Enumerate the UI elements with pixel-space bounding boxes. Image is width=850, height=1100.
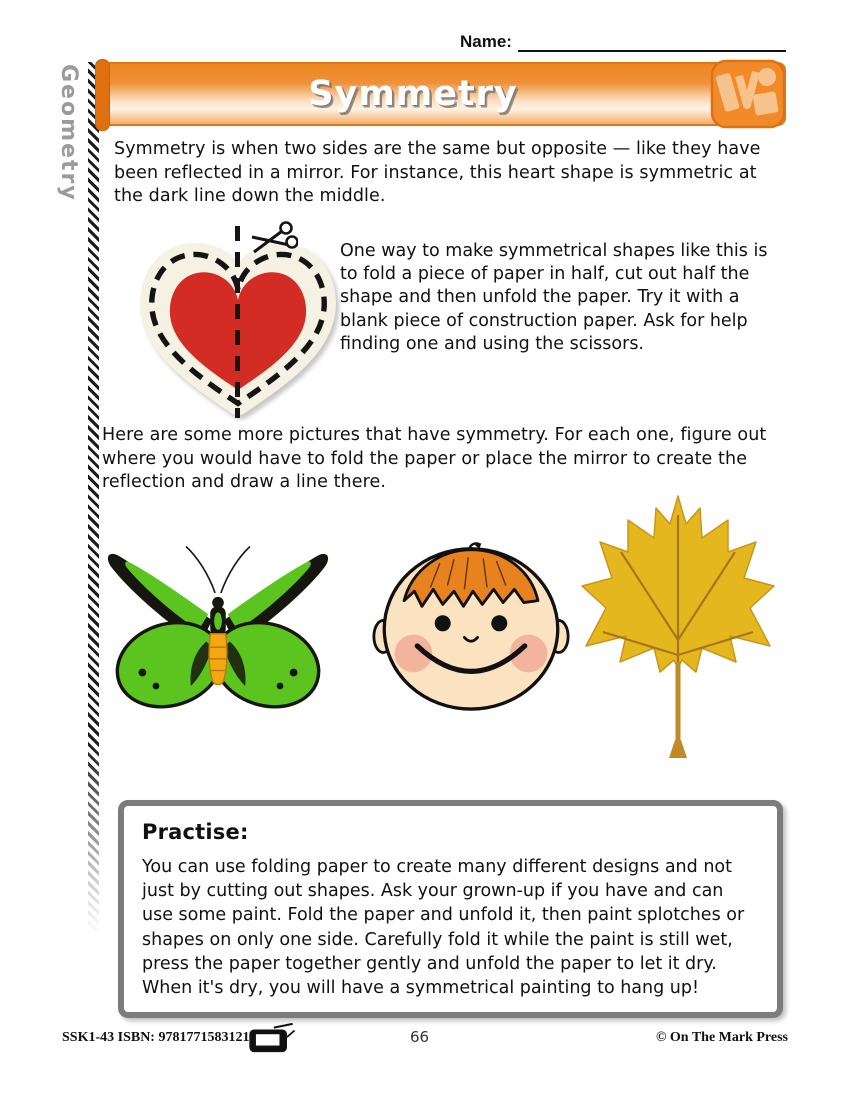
- boy-face-image: [372, 542, 570, 714]
- practise-box: [118, 800, 783, 1018]
- press-logo-icon: [246, 1022, 296, 1054]
- name-row: [460, 32, 786, 52]
- publisher-logo-icon: [710, 59, 786, 129]
- heart-caption: One way to make symmetrical shapes like this is to fold a piece of paper in half, cut out half the shape and then unfold the paper. Try it with a blank piece of construction paper. Ask for help finding one and using the scissors.: [340, 241, 768, 354]
- intro-paragraph: Symmetry is when two sides are the same but opposite — like they have been reflected in a mirror. For instance, this heart shape is symmetric at the dark line down the middle.: [114, 139, 761, 206]
- name-fill-in-line[interactable]: [518, 34, 786, 52]
- practise-heading: Practise:: [142, 820, 249, 844]
- dashed-fold-line: [235, 226, 240, 418]
- name-label: Name:: [460, 32, 512, 51]
- footer-copyright: © On The Mark Press: [655, 1030, 788, 1045]
- title-banner: [100, 62, 786, 126]
- butterfly-image: [92, 526, 344, 722]
- page-number: 66: [410, 1028, 430, 1046]
- more-pictures-paragraph: Here are some more pictures that have symmetry. For each one, figure out where you would have to fold the paper or place the mirror to create the reflection and draw a line there.: [102, 425, 767, 492]
- sidebar-hatch-border: [88, 62, 99, 934]
- heart-symmetry-figure: [140, 222, 336, 422]
- page-title: Symmetry: [308, 74, 518, 114]
- scissors-icon: [248, 220, 298, 256]
- practise-body: You can use folding paper to create many different designs and not just by cutting out shapes. Ask your grown-up if you have and can use some paint. Fold the paper and unfold it, then paint splotches or shapes on only one side. Carefully fold it while the paint is still wet, press the paper together gently and unfold the paper to let it dry. When it's dry, you will have a symmetrical painting to hang up!: [142, 857, 745, 999]
- maple-leaf-image: [578, 490, 778, 780]
- sidebar-subject-label: Geometry: [56, 64, 81, 202]
- footer-isbn-code: SSK1-43 ISBN: 9781771583121: [62, 1030, 250, 1045]
